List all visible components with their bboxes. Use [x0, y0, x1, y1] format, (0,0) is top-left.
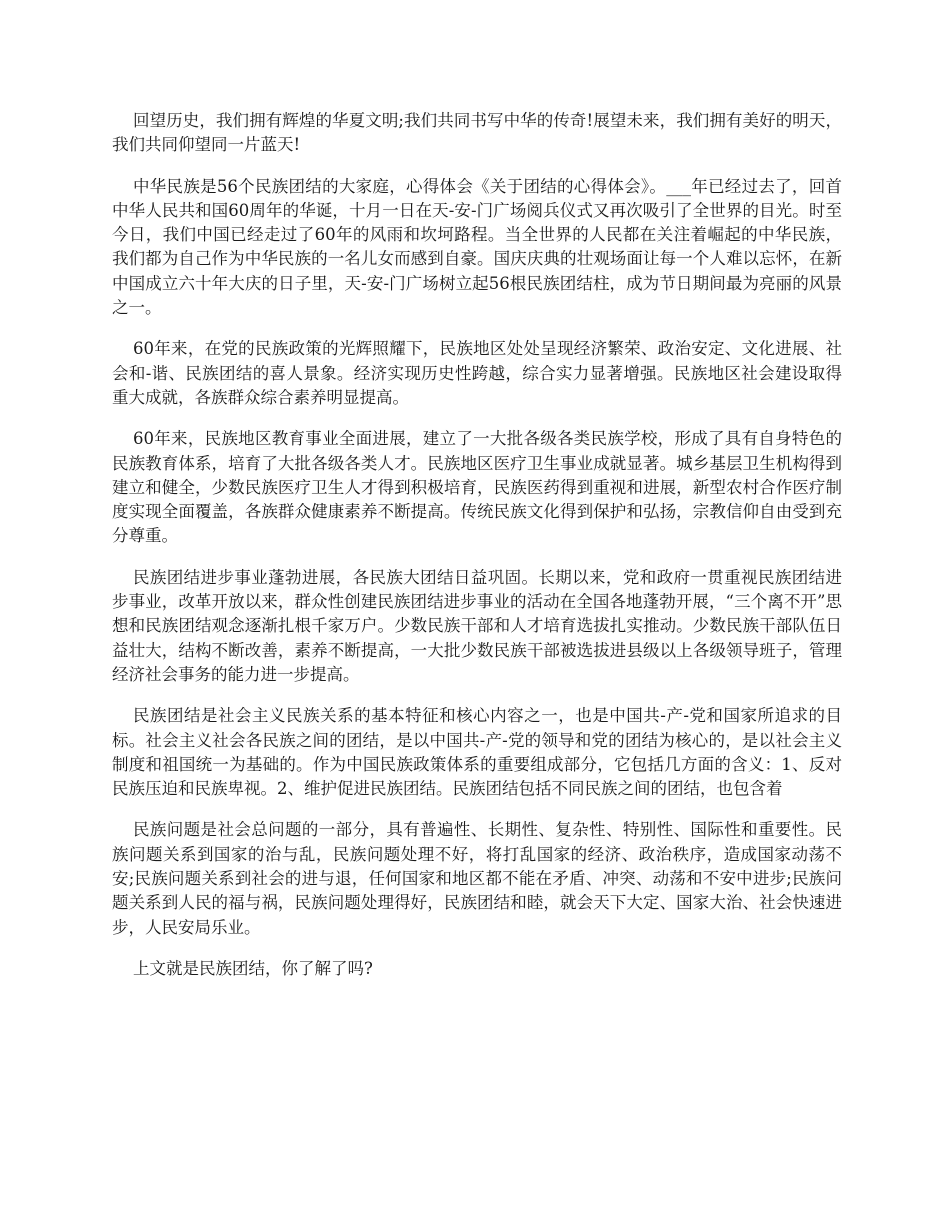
paragraph-4: 60年来，民族地区教育事业全面进展，建立了一大批各级各类民族学校，形成了具有自身特色的民族教育体系，培育了大批各级各类人才。民族地区医疗卫生事业成就显著。城乡基层卫生机构得到建立和健全，少数民族医疗卫生人才得到积极培育，民族医药得到重视和进展，新型农村合作医疗制度实现全面覆盖，各族群众健康素养不断提高。传统民族文化得到保护和弘扬，宗教信仰自由受到充分尊重。 [112, 429, 842, 546]
paragraph-3: 60年来，在党的民族政策的光辉照耀下，民族地区处处呈现经济繁荣、政治安定、文化进展、社会和-谐、民族团结的喜人景象。经济实现历史性跨越，综合实力显著增强。民族地区社会建设取得重大成就，各族群众综合素养明显提高。 [112, 339, 842, 407]
paragraph-1: 回望历史，我们拥有辉煌的华夏文明;我们共同书写中华的传奇!展望未来，我们拥有美好的明天，我们共同仰望同一片蓝天! [112, 111, 842, 155]
paragraph-6: 民族团结是社会主义民族关系的基本特征和核心内容之一，也是中国共-产-党和国家所追求的目标。社会主义社会各民族之间的团结，是以中国共-产-党的领导和党的团结为核心的，是以社会主义制度和祖国统一为基础的。作为中国民族政策体系的重要组成部分，它包括几方面的含义：1、反对民族压迫和民族卑视。2、维护促进民族团结。民族团结包括不同民族之间的团结，也包含着 [112, 706, 842, 799]
document-body [112, 109, 842, 998]
paragraph-7: 民族问题是社会总问题的一部分，具有普遍性、长期性、复杂性、特别性、国际性和重要性。民族问题关系到国家的治与乱，民族问题处理不好，将打乱国家的经济、政治秩序，造成国家动荡不安;民族问题关系到社会的进与退，任何国家和地区都不能在矛盾、冲突、动荡和不安中进步;民族问题关系到人民的福与祸，民族问题处理得好，民族团结和睦，就会天下大定、国家大治、社会快速进步，人民安局乐业。 [112, 820, 842, 937]
paragraph-5: 民族团结进步事业蓬勃进展，各民族大团结日益巩固。长期以来，党和政府一贯重视民族团结进步事业，改革开放以来，群众性创建民族团结进步事业的活动在全国各地蓬勃开展，“三个离不开”思想和民族团结观念逐渐扎根千家万户。少数民族干部和人才培育选拔扎实推动。少数民族干部队伍日益壮大，结构不断改善，素养不断提高，一大批少数民族干部被选拔进县级以上各级领导班子，管理经济社会事务的能力进一步提高。 [112, 567, 842, 684]
paragraph-2: 中华民族是56个民族团结的大家庭，心得体会《关于团结的心得体会》。___年已经过去了，回首中华人民共和国60周年的华诞，十月一日在天-安-门广场阅兵仪式又再次吸引了全世界的目光。时至今日，我们中国已经走过了60年的风雨和坎坷路程。当全世界的人民都在关注着崛起的中华民族，我们都为自己作为中华民族的一名儿女而感到自豪。国庆庆典的壮观场面让每一个人难以忘怀，在新中国成立六十年大庆的日子里，天-安-门广场树立起56根民族团结柱，成为节日期间最为亮丽的风景之一。 [112, 176, 842, 318]
paragraph-8: 上文就是民族团结，你了解了吗? [132, 958, 373, 978]
